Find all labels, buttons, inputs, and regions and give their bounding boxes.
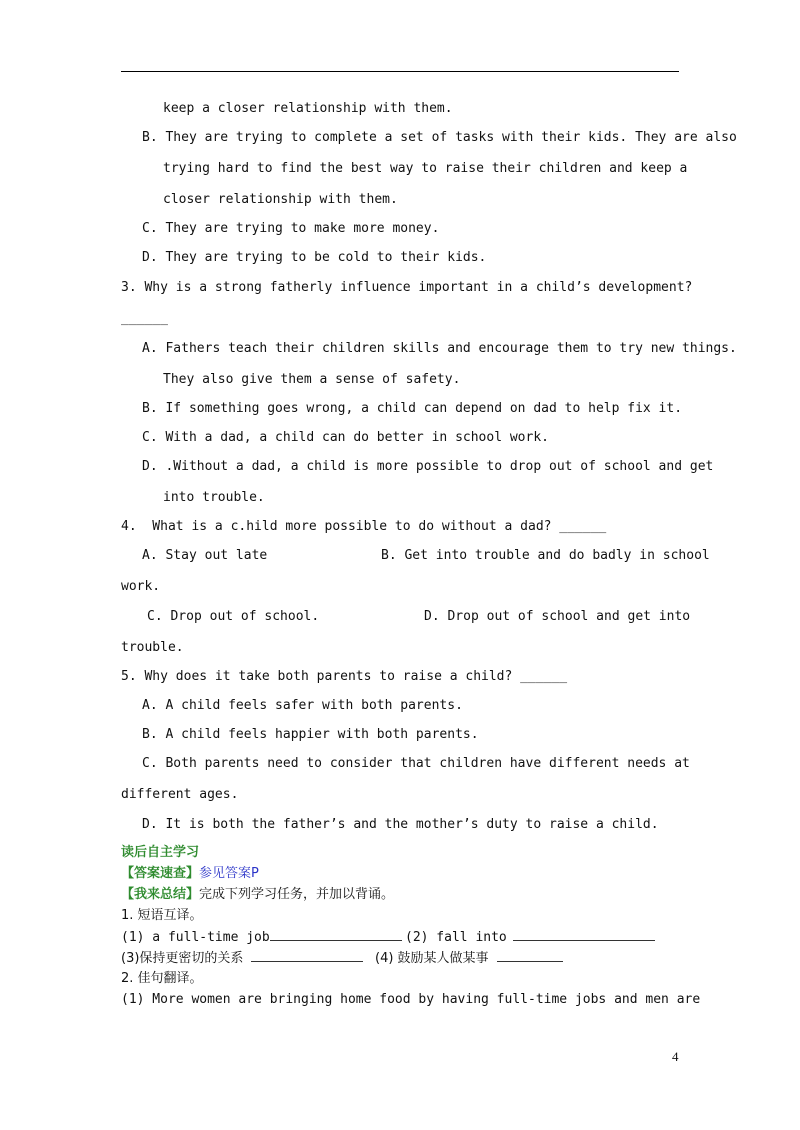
q5-option-c-continuation: different ages. <box>121 787 239 802</box>
q4-option-b-continuation: work. <box>121 579 161 594</box>
phrase-1-row <box>121 929 402 946</box>
phrase-3-row <box>121 950 363 967</box>
q4-option-d-continuation: trouble. <box>121 640 184 655</box>
phrase-4-row <box>375 950 563 967</box>
q3-option-d-line2: into trouble. <box>163 490 265 505</box>
q5-option-a: A. A child feels safer with both parents. <box>142 698 463 713</box>
summary-line <box>121 887 394 903</box>
q2-option-d: D. They are trying to be cold to their kids. <box>142 250 487 265</box>
phrase-3-blank[interactable] <box>251 950 363 962</box>
q4-stem: 4. What is a c.hild more possible to do without a dad? ______ <box>121 519 607 534</box>
q2-option-b-line1: B. They are trying to complete a set of tasks with their kids. They are also <box>142 130 737 145</box>
q5-option-b: B. A child feels happier with both parents. <box>142 727 479 742</box>
q5-option-d: D. It is both the father’s and the mother’s duty to raise a child. <box>142 817 659 832</box>
q4-option-a: A. Stay out late <box>142 548 268 563</box>
q4-option-d: D. Drop out of school and get into <box>424 609 691 624</box>
q3-stem: 3. Why is a strong fatherly influence important in a child’s development? <box>121 280 693 295</box>
q3-option-a-line2: They also give them a sense of safety. <box>163 372 461 387</box>
phrase-1-blank[interactable] <box>270 929 402 941</box>
q2-option-b-line2: trying hard to find the best way to raise their children and keep a <box>163 161 688 176</box>
answers-reference-link[interactable]: 参见答案P <box>199 866 259 881</box>
q4-option-c: C. Drop out of school. <box>147 609 320 624</box>
task1-heading: 1. 短语互译。 <box>121 908 203 923</box>
phrase-4-blank[interactable] <box>497 950 563 962</box>
q5-option-c: C. Both parents need to consider that children have different needs at <box>142 756 690 771</box>
page-number: 4 <box>672 1049 679 1064</box>
q3-option-a-line1: A. Fathers teach their children skills and encourage them to try new things. <box>142 341 737 356</box>
answers-line <box>121 866 259 882</box>
phrase-1-text: (1) a full-time job <box>121 930 270 945</box>
q2-option-c: C. They are trying to make more money. <box>142 221 440 236</box>
phrase-3-text: (3)保持更密切的关系 <box>121 951 244 966</box>
q3-option-c: C. With a dad, a child can do better in school work. <box>142 430 549 445</box>
q5-stem: 5. Why does it take both parents to raise a child? ______ <box>121 669 568 684</box>
task2-heading: 2. 佳句翻译。 <box>121 971 203 986</box>
q3-answer-blank: ______ <box>121 311 168 326</box>
answers-tag: 【答案速查】 <box>121 866 200 881</box>
phrase-2-text: (2) fall into <box>405 930 507 945</box>
summary-tag: 【我来总结】 <box>121 887 200 902</box>
summary-text: 完成下列学习任务，并加以背诵。 <box>199 887 395 902</box>
q4-option-b: B. Get into trouble and do badly in school <box>381 548 710 563</box>
q3-option-b: B. If something goes wrong, a child can depend on dad to help fix it. <box>142 401 683 416</box>
header-rule <box>121 71 679 72</box>
sentence-1: (1) More women are bringing home food by having full-time jobs and men are <box>121 992 701 1007</box>
phrase-4-text: (4) 鼓励某人做某事 <box>375 951 489 966</box>
q2-option-b-line3: closer relationship with them. <box>163 192 398 207</box>
phrase-2-row <box>405 929 655 946</box>
section-title: 读后自主学习 <box>121 845 200 860</box>
phrase-2-blank[interactable] <box>513 929 655 941</box>
q3-option-d-line1: D. .Without a dad, a child is more possible to drop out of school and get <box>142 459 714 474</box>
q2-option-a-continuation: keep a closer relationship with them. <box>163 101 453 116</box>
